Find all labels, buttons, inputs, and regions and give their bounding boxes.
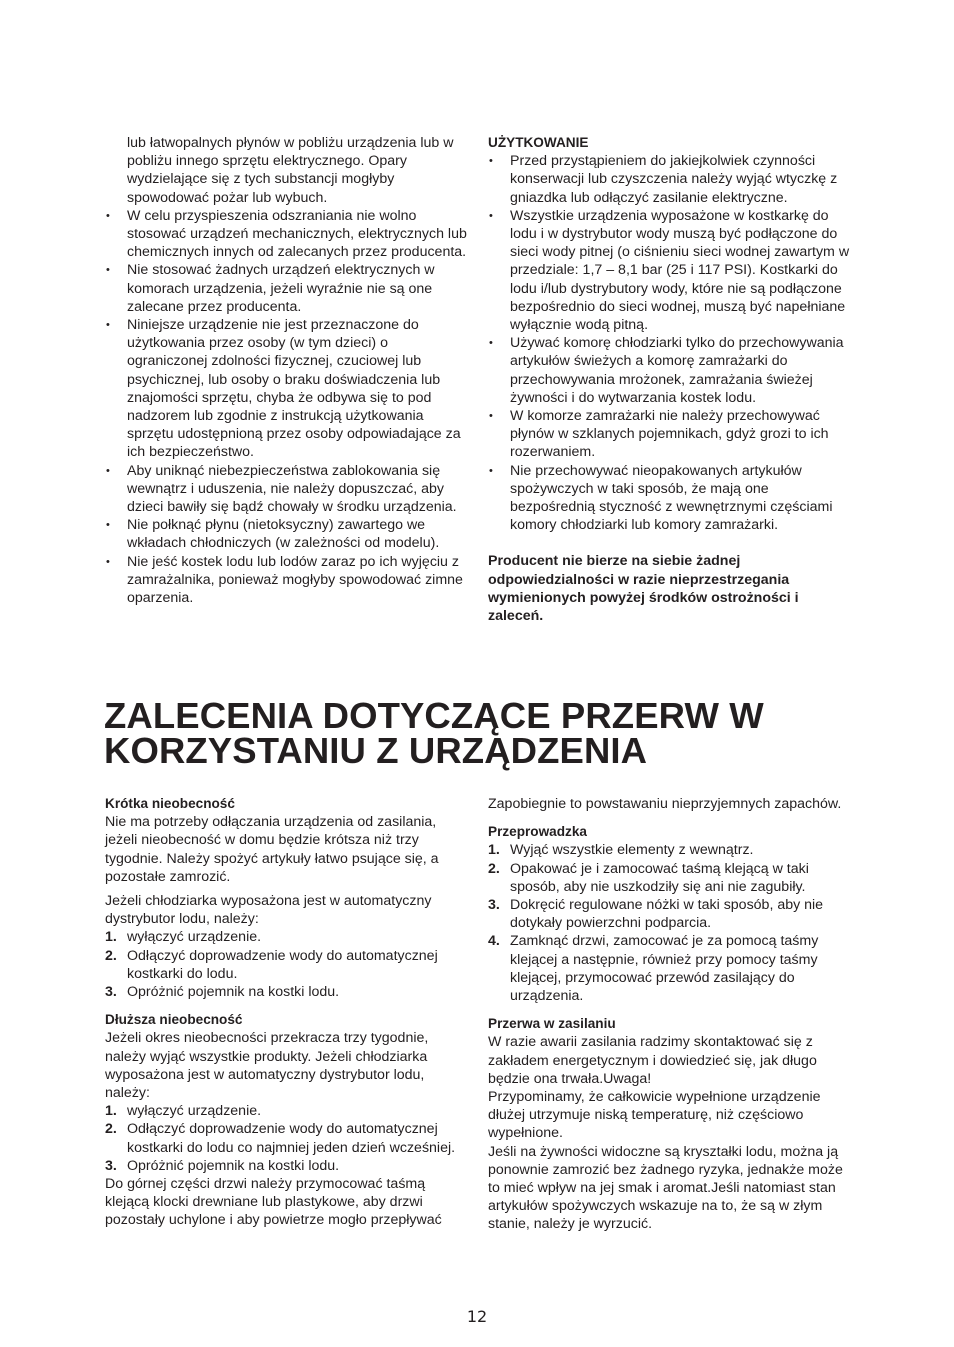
step-number: 3. <box>105 984 117 1001</box>
long-absence-after: Do górnej części drzwi należy przymocować taśmą klejącą klocki drewniane lub plastykowe, aby drzwi pozostały uchylone i aby powietrze mogło przepływać <box>105 1176 442 1229</box>
continued-paragraph: Zapobiegnie to powstawaniu nieprzyjemnych zapachów. <box>488 796 842 812</box>
step-text: Odłączyć doprowadzenie wody do automatycznej kostkarki do lodu. <box>127 947 438 982</box>
step-number: 1. <box>105 929 117 946</box>
step-text: Opróżnić pojemnik na kostki lodu. <box>127 1157 340 1174</box>
moving-steps <box>488 841 852 1005</box>
list-item <box>105 947 469 983</box>
bottom-right-column <box>488 795 852 1234</box>
step-text: wyłączyć urządzenie. <box>127 929 262 946</box>
list-item: • Nie połknąć płynu (nietoksyczny) zawartego we wkładach chłodniczych (w zależności od modelu). <box>105 516 469 552</box>
step-text: Opakować je i zamocować taśmą klejącą w taki sposób, aby nie uszkodziły się ani nie zagubiły. <box>510 860 809 895</box>
list-item <box>105 1120 469 1156</box>
step-text: Odłączyć doprowadzenie wody do automatycznej kostkarki do lodu co najmniej jeden dzień wcześniej. <box>127 1121 456 1156</box>
long-absence-steps <box>105 1102 469 1175</box>
step-text: Wyjąć wszystkie elementy z wewnątrz. <box>510 842 754 859</box>
step-text: Zamknąć drzwi, zamocować je za pomocą taśmy klejącej a następnie, również przy pomocy taśmy klejącej, przymocować przewód zasilający do urządzenia. <box>510 933 819 1005</box>
short-absence-heading: Krótka nieobecność <box>105 796 235 811</box>
list-item: • Aby uniknąć niebezpieczeństwa zablokowania się wewnątrz i uduszenia, nie należy dopuszczać, aby dzieci bawiły się bądź chowały w środku urządzenia. <box>105 462 469 517</box>
step-number: 2. <box>105 947 117 964</box>
list-item <box>105 928 469 946</box>
power-outage-text-2: Przypominamy, że całkowicie wypełnione urządzenie dłużej utrzymuje niską temperaturę, niż częściowo wypełnione. <box>488 1089 821 1142</box>
long-absence-text: Jeżeli okres nieobecności przekracza trzy tygodnie, należy wyjąć wszystkie produkty. Jeżeli chłodziarka wyposażona jest w automatyczny dystrybutor lodu, należy: <box>105 1030 429 1102</box>
long-absence-heading: Dłuższa nieobecność <box>105 1012 243 1028</box>
list-item: • Niniejsze urządzenie nie jest przeznaczone do użytkowania przez osoby (w tym dzieci) o ograniczonej zdolności fizycznej, czuciowej lub psychicznej, lub osoby o braku doświadczenia lub znajomości sprzętu, chyba że odbywa się to pod nadzorem lub zgodnie z instrukcją użytkowania sprzętu udostępnioną przez osoby odpowiadające za ich bezpieczeństwo. <box>105 316 469 462</box>
list-item <box>488 896 852 932</box>
list-item <box>488 860 852 896</box>
step-number: 4. <box>488 933 500 950</box>
list-item <box>488 841 852 859</box>
list-item: • Nie jeść kostek lodu lub lodów zaraz po ich wyjęciu z zamrażalnika, ponieważ mogłyby spowodować zimne oparzenia. <box>105 553 469 608</box>
list-item <box>105 1157 469 1175</box>
list-item <box>105 1102 469 1120</box>
power-outage-heading: Przerwa w zasilaniu <box>488 1016 616 1032</box>
disclaimer: Producent nie bierze na siebie żadnej odpowiedzialności w razie nieprzestrzegania wymienionych powyżej środków ostrożności i zaleceń. <box>488 553 799 625</box>
list-item: • Wszystkie urządzenia wyposażone w kostkarkę do lodu i w dystrybutor wody muszą być podłączone do sieci wody pitnej (o ciśnieniu sieci wodnej zawartym w przedziale: 1,7 – 8,1 bar (25 i 117 PSI). Kostkarki do lodu i/lub dystrybutory wody, które nie są podłączone bezpośrednio do sieci wodnej, muszą być napełniane wyłącznie wodą pitną. <box>488 207 852 334</box>
moving-heading: Przeprowadzka <box>488 824 587 840</box>
step-number: 3. <box>105 1157 117 1174</box>
bottom-left-column <box>105 795 469 1230</box>
top-left-column <box>105 134 469 607</box>
page-number: 12 <box>466 1307 488 1326</box>
usage-bullet-list <box>488 152 852 534</box>
list-item <box>105 983 469 1001</box>
step-number: 2. <box>105 1121 117 1138</box>
usage-heading: UŻYTKOWANIE <box>488 135 589 150</box>
step-number: 1. <box>488 842 500 859</box>
section-title <box>104 695 764 771</box>
list-item: • Nie stosować żadnych urządzeń elektrycznych w komorach urządzenia, jeżeli wyraźnie nie są one zalecane przez producenta. <box>105 261 469 316</box>
step-text: Opróżnić pojemnik na kostki lodu. <box>127 984 340 1001</box>
step-number: 1. <box>105 1103 117 1120</box>
section-title-line-2: KORZYSTANIU Z URZĄDZENIA <box>104 730 648 771</box>
step-text: wyłączyć urządzenie. <box>127 1103 262 1120</box>
list-item <box>488 932 852 1005</box>
power-outage-text-3: Jeśli na żywności widoczne są kryształki lodu, można ją ponownie zamrozić bez żadnego ryzyka, jednakże może to mieć wpływ na jej smak i aromat.Jeśli natomiast stan artykułów spożywczych wskazuje na to, że są w złym stanie, należy je wyrzucić. <box>488 1143 843 1233</box>
power-outage-text-1: W razie awarii zasilania radzimy skontaktować się z zakładem energetycznym i dowiedzieć się, jak długo będzie ona trwała.Uwaga! <box>488 1034 817 1087</box>
safety-bullet-list <box>105 207 469 607</box>
list-item: • Nie przechowywać nieopakowanych artykułów spożywczych w taki sposób, że mają one bezpośrednią styczność z wewnętrznymi częściami komory chłodziarki lub komory zamrażarki. <box>488 462 852 535</box>
section-title-line-1: ZALECENIA DOTYCZĄCE PRZERW W <box>104 695 764 736</box>
short-absence-steps <box>105 928 469 1001</box>
list-item: • W komorze zamrażarki nie należy przechowywać płynów w szklanych pojemnikach, gdyż grozi to ich rozerwaniem. <box>488 407 852 462</box>
short-absence-intro: Jeżeli chłodziarka wyposażona jest w automatyczny dystrybutor lodu, należy: <box>105 893 432 928</box>
top-right-column <box>488 134 852 625</box>
step-number: 2. <box>488 860 500 877</box>
step-text: Dokręcić regulowane nóżki w taki sposób, aby nie dotykały powierzchni podparcia. <box>510 897 824 932</box>
list-item: • Przed przystąpieniem do jakiejkolwiek czynności konserwacji lub czyszczenia należy wyjąć wtyczkę z gniazdka lub odłączyć zasilanie elektryczne. <box>488 152 852 207</box>
list-item: • Używać komorę chłodziarki tylko do przechowywania artykułów świeżych a komorę zamrażarki do przechowywania mrożonek, zamrażania świeżej żywności i do wytwarzania kostek lodu. <box>488 334 852 407</box>
step-number: 3. <box>488 897 500 914</box>
short-absence-text: Nie ma potrzeby odłączania urządzenia od zasilania, jeżeli nieobecność w domu będzie krótsza niż trzy tygodnie. Należy spożyć artykuły łatwo psujące się, a pozostałe zamrozić. <box>105 814 439 885</box>
list-item: • W celu przyspieszenia odszraniania nie wolno stosować urządzeń mechanicznych, elektrycznych lub chemicznych innych od zalecanych przez producenta. <box>105 207 469 262</box>
continued-paragraph: lub łatwopalnych płynów w pobliżu urządzenia lub w pobliżu innego sprzętu elektrycznego. Opary wydzielające się z tych substancji mogłyby spowodować pożar lub wybuch. <box>127 135 454 206</box>
